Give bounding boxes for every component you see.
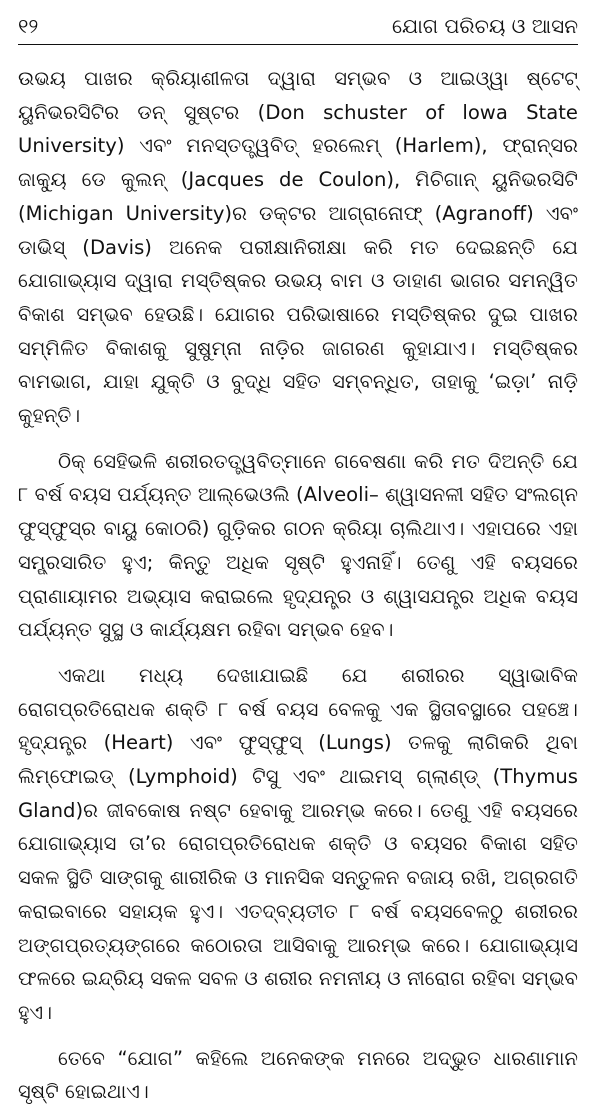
page-number: ୧୨ xyxy=(18,14,39,38)
paragraph-4: ତେବେ “ଯୋଗ” କହିଲେ ଅନେକଙ୍କ ମନରେ ଅଦ୍ଭୁତ ଧାରଣାମାନ ସୃଷ୍ଟି ହୋଇଥାଏ। xyxy=(18,1046,578,1104)
body-text xyxy=(18,62,578,1109)
page-header xyxy=(18,10,578,45)
paragraph-1: ଉଭୟ ପାଖର କ୍ରିୟାଶୀଳତା ଦ୍ୱାରା ସମ୍ଭବ ଓ ଆଇଓ୍ୱା ଷ୍ଟେଟ୍ ୟୁନିଭରସିଟିର ଡନ୍ ସୁଷ୍ଟର (Don schuster of lowa State University) ଏବଂ ମନସ୍ତତ୍ତ୍ୱବିତ୍ ହରଲେମ୍ (Harlem), ଫ୍ରାନ୍ସର ଜାକ୍ୟୁ ଡେ କୁଲନ୍ (Jacques de Coulon), ମିଚିଗାନ୍ ୟୁନିଭରସିଟି (Michigan University)ର ଡକ୍ଟର ଆଗ୍ରାନୋଫ୍ (Agranoff) ଏବଂ ଡାଭିସ୍ (Davis) ଅନେକ ପରୀକ୍ଷାନିରୀକ୍ଷା କରି ମତ ଦେଇଛନ୍ତି ଯେ ଯୋଗାଭ୍ୟାସ ଦ୍ୱାରା ମସ୍ତିଷ୍କର ଉଭୟ ବାମ ଓ ଡାହାଣ ଭାଗର ସମନ୍ୱିତ ବିକାଶ ସମ୍ଭବ ହେଉଛି। ଯୋଗର ପରିଭାଷାରେ ମସ୍ତିଷ୍କର ଦୁଇ ପାଖର ସମ୍ମିଳିତ ବିକାଶକୁ ସୁଷୁମ୍ନା ନାଡ଼ିର ଜାଗରଣ କୁହାଯାଏ। ମସ୍ତିଷ୍କର ବାମଭାଗ, ଯାହା ଯୁକ୍ତି ଓ ବୁଦ୍ଧି ସହିତ ସମ୍ବନ୍ଧିତ, ତାହାକୁ ‘ଇଡ଼ା’ ନାଡ଼ି କୁହନ୍ତି। xyxy=(18,67,578,428)
paragraph-2: ଠିକ୍ ସେହିଭଳି ଶରୀରତତ୍ତ୍ୱବିତ୍ମାନେ ଗବେଷଣା କରି ମତ ଦିଅନ୍ତି ଯେ ୮ ବର୍ଷ ବୟସ ପର୍ଯ୍ୟନ୍ତ ଆଲ୍‌ଭେଓଲି (Alveoli– ଶ୍ୱାସନଳୀ ସହିତ ସଂଲଗ୍ନ ଫୁସ୍‌ଫୁସ୍‌ର ବାୟୁ କୋଠରି) ଗୁଡ଼ିକର ଗଠନ କ୍ରିୟା ଚାଲିଥାଏ। ଏହାପରେ ଏହା ସମ୍ପ୍ରସାରିତ ହୁଏ; କିନ୍ତୁ ଅଧିକ ସୃଷ୍ଟି ହୁଏନାହିଁ। ତେଣୁ ଏହି ବୟସରେ ପ୍ରାଣାୟାମର ଅଭ୍ୟାସ କରାଇଲେ ହୃଦ୍‌ଯନ୍ତ୍ର ଓ ଶ୍ୱାସଯନ୍ତ୍ର ଅଧିକ ବୟସ ପର୍ଯ୍ୟନ୍ତ ସୁସ୍ଥ ଓ କାର୍ଯ୍ୟକ୍ଷମ ରହିବା ସମ୍ଭବ ହେବ। xyxy=(18,449,578,642)
paragraph-3: ଏକଥା ମଧ୍ୟ ଦେଖାଯାଇଛି ଯେ ଶରୀରର ସ୍ୱାଭାବିକ ରୋଗପ୍ରତିରୋଧକ ଶକ୍ତି ୮ ବର୍ଷ ବୟସ ବେଳକୁ ଏକ ସ୍ଥିତାବସ୍ଥାରେ ପହଞ୍ଚେ। ହୃଦ୍‌ଯନ୍ତ୍ର (Heart) ଏବଂ ଫୁସ୍‌ଫୁସ୍ (Lungs) ତଳକୁ ଲାଗିକରି ଥିବା ଲିମ୍ଫୋଇଡ୍ (Lymphoid) ଟିସୁ ଏବଂ ଥାଇମସ୍ ଗ୍ଲାଣ୍ଡ୍ (Thymus Gland)ର ଜୀବକୋଷ ନଷ୍ଟ ହେବାକୁ ଆରମ୍ଭ କରେ। ତେଣୁ ଏହି ବୟସରେ ଯୋଗାଭ୍ୟାସ ତା’ର ରୋଗପ୍ରତିରୋଧକ ଶକ୍ତି ଓ ବୟସର ବିକାଶ ସହିତ ସକଳ ସ୍ଥିତି ସାଙ୍ଗକୁ ଶାରୀରିକ ଓ ମାନସିକ ସନ୍ତୁଳନ ବଜାୟ ରଖି, ଅଗ୍ରଗତି କରାଇବାରେ ସହାୟକ ହୁଏ। ଏତଦ୍‌ବ୍ୟତୀତ ୮ ବର୍ଷ ବୟସବେଳଠୁ ଶରୀରର ଅଙ୍ଗପ୍ରତ୍ୟଙ୍ଗରେ କଠୋରତା ଆସିବାକୁ ଆରମ୍ଭ କରେ। ଯୋଗାଭ୍ୟାସ ଫଳରେ ଇନ୍ଦ୍ରିୟ ସକଳ ସବଳ ଓ ଶରୀର ନମନୀୟ ଓ ନୀରୋଗ ରହିବା ସମ୍ଭବ ହୁଏ। xyxy=(18,663,578,1024)
running-title: ଯୋଗ ପରିଚୟ ଓ ଆସନ xyxy=(392,14,578,38)
